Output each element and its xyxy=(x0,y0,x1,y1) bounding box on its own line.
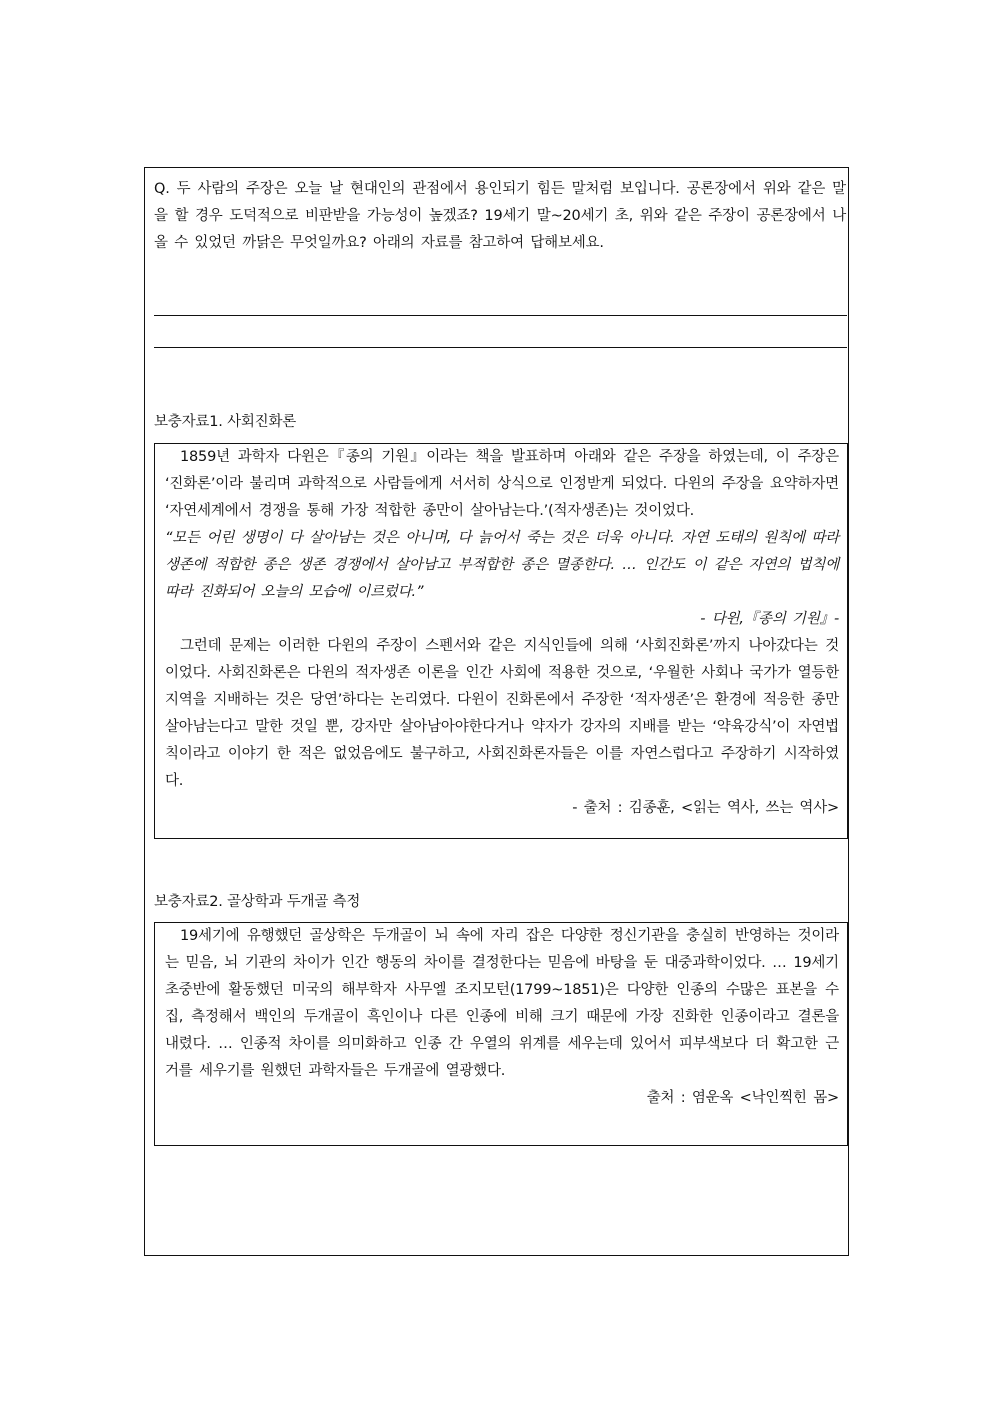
supplement1-paragraph2: 그런데 문제는 이러한 다윈의 주장이 스펜서와 같은 지식인들에 의해 ‘사회진화론’까지 나아갔다는 것이었다. 사회진화론은 다윈의 적자생존 이론을 인간 사회에 적용한 것으로, ‘우월한 사회나 국가가 열등한 지역을 지배하는 것은 당연’하다는 논리였다. 다윈이 진화론에서 주장한 ‘적자생존’은 환경에 적응한 종만 살아남는다고 말한 것일 뿐, 강자만 살아남아야한다거나 약자가 강자의 지배를 받는 ‘약육강식’이 자연법칙이라고 이야기 한 적은 없었음에도 불구하고, 사회진화론자들은 이를 자연스럽다고 주장하기 시작하였다. xyxy=(165,638,839,789)
supplement2-source: 출처 : 염운옥 <낙인찍힌 몸> xyxy=(646,1090,839,1106)
darwin-quote-source: - 다윈,『종의 기원』- xyxy=(700,611,839,627)
answer-line-1[interactable] xyxy=(154,315,847,316)
question-text: Q. 두 사람의 주장은 오늘 날 현대인의 관점에서 용인되기 힘든 말처럼 보입니다. 공론장에서 위와 같은 말을 할 경우 도덕적으로 비판받을 가능성이 높겠죠? 19세기 말~20세기 초, 위와 같은 주장이 공론장에서 나올 수 있었던 까닭은 무엇일까요? 아래의 자료를 참고하여 답해보세요. xyxy=(154,181,846,251)
supplement1-paragraph1: 1859년 과학자 다윈은『종의 기원』이라는 책을 발표하며 아래와 같은 주장을 하였는데, 이 주장은 ‘진화론’이라 불리며 과학적으로 사람들에게 서서히 상식으로 인정받게 되었다. 다윈의 주장을 요약하자면 ‘자연세계에서 경쟁을 통해 가장 적합한 종만이 살아남는다.’(적자생존)는 것이었다. xyxy=(165,449,839,519)
supplement1-source: - 출처 : 김종훈, <읽는 역사, 쓰는 역사> xyxy=(572,800,839,816)
supplement2-title: 보충자료2. 골상학과 두개골 측정 xyxy=(154,894,361,910)
supplement1-title: 보충자료1. 사회진화론 xyxy=(154,414,297,430)
supplement2-paragraph1: 19세기에 유행했던 골상학은 두개골이 뇌 속에 자리 잡은 다양한 정신기관을 충실히 반영하는 것이라는 믿음, 뇌 기관의 차이가 인간 행동의 차이를 결정한다는 믿음에 바탕을 둔 대중과학이었다. … 19세기 초중반에 활동했던 미국의 해부학자 사무엘 조지모턴(1799~1851)은 다양한 인종의 수많은 표본을 수집, 측정해서 백인의 두개골이 흑인이나 다른 인종에 비해 크기 때문에 가장 진화한 인종이라고 결론을 내렸다. … 인종적 차이를 의미화하고 인종 간 우열의 위계를 세우는데 있어서 피부색보다 더 확고한 근거를 세우기를 원했던 과학자들은 두개골에 열광했다. xyxy=(165,928,839,1079)
supplement1-box xyxy=(154,443,848,839)
answer-line-2[interactable] xyxy=(154,347,847,348)
darwin-quote: “모든 어린 생명이 다 살아남는 것은 아니며, 다 늙어서 죽는 것은 더욱 아니다. 자연 도태의 원칙에 따라 생존에 적합한 종은 생존 경쟁에서 살아남고 부적합한 종은 멸종한다. … 인간도 이 같은 자연의 법칙에 따라 진화되어 오늘의 모습에 이르렀다.” xyxy=(165,530,839,600)
supplement2-box xyxy=(154,922,848,1146)
